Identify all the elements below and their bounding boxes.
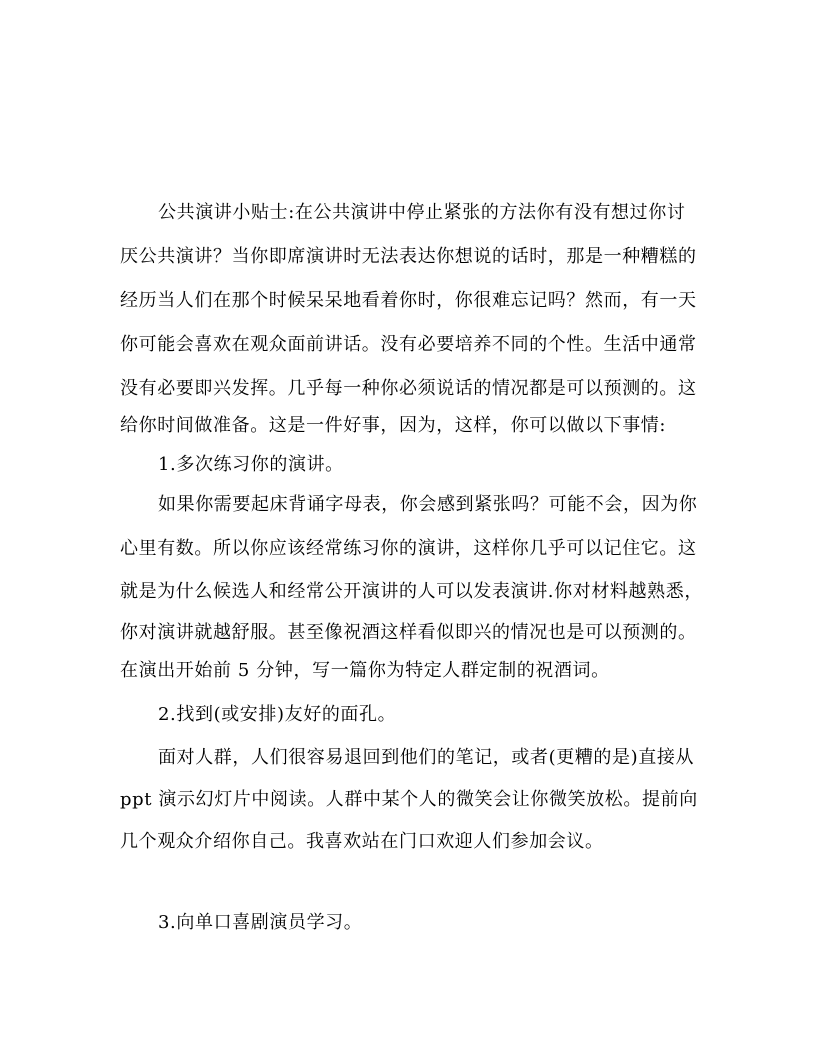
paragraph-line: 你对演讲就越舒服。甚至像祝酒这样看似即兴的情况也是可以预测的。 <box>120 622 697 643</box>
paragraph-line: 给你时间做准备。这是一件好事，因为，这样，你可以做以下事情: <box>120 415 667 436</box>
paragraph-line: 公共演讲小贴士:在公共演讲中停止紧张的方法你有没有想过你讨 <box>158 202 686 223</box>
paragraph-line: 心里有数。所以你应该经常练习你的演讲，这样你几乎可以记住它。这 <box>120 538 697 559</box>
paragraph-line: 没有必要即兴发挥。几乎每一种你必须说话的情况都是可以预测的。这 <box>120 378 697 399</box>
paragraph-line: 如果你需要起床背诵字母表，你会感到紧张吗？可能不会，因为你 <box>158 494 698 515</box>
section-heading: 1.多次练习你的演讲。 <box>158 454 344 475</box>
paragraph-line: 在演出开始前 5 分钟，写一篇你为特定人群定制的祝酒词。 <box>120 660 610 681</box>
section-heading: 3.向单口喜剧演员学习。 <box>158 912 363 933</box>
paragraph-line: 你可能会喜欢在观众面前讲话。没有必要培养不同的个性。生活中通常 <box>120 334 697 355</box>
paragraph-line: 厌公共演讲？当你即席演讲时无法表达你想说的话时，那是一种糟糕的 <box>120 246 697 267</box>
paragraph-line: 几个观众介绍你自己。我喜欢站在门口欢迎人们参加会议。 <box>120 831 604 852</box>
paragraph-line: 面对人群，人们很容易退回到他们的笔记，或者(更糟的是)直接从 <box>158 747 695 768</box>
paragraph-line: 经历当人们在那个时候呆呆地看着你时，你很难忘记吗？然而，有一天 <box>120 290 697 311</box>
paragraph-line: 就是为什么候选人和经常公开演讲的人可以发表演讲.你对材料越熟悉， <box>120 581 703 602</box>
section-heading: 2.找到(或安排)友好的面孔。 <box>158 704 397 725</box>
paragraph-line: ppt 演示幻灯片中阅读。人群中某个人的微笑会让你微笑放松。提前向 <box>120 789 698 810</box>
